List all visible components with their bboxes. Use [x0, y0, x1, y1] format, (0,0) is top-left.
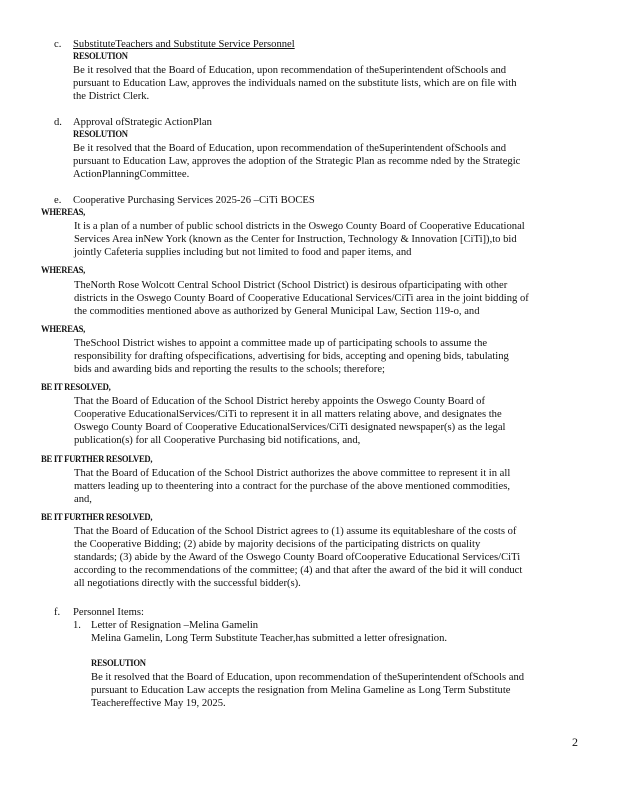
resolution-label: RESOLUTION — [73, 130, 128, 140]
clause-label: WHEREAS, — [41, 266, 86, 276]
body-line: pursuant to Education Law, approves the adoption of the Strategic Plan as recomme nded by the Strategic — [73, 156, 521, 167]
body-line: pursuant to Education Law accepts the resignation from Melina Gameline as Long Term Substitute — [91, 685, 511, 696]
clause-line: Services Area inNew York (known as the Center for Instruction, Technology & Innovation [CiTi]),to bid — [74, 234, 517, 245]
clause-label: WHEREAS, — [41, 325, 86, 335]
clause-line: That the Board of Education of the School District authorizes the above committee to represent it in all — [74, 468, 511, 479]
section-title: Personnel Items: — [73, 607, 144, 618]
clause-line: jointly Cafeteria supplies including but not limited to food and paper items, and — [74, 247, 412, 258]
section-marker: f. — [54, 607, 61, 618]
clause-line: That the Board of Education of the School District agrees to (1) assume its equitableshare of the costs of — [74, 526, 517, 537]
clause-line: TheSchool District wishes to appoint a committee made up of participating schools to assume the — [74, 338, 488, 349]
page-number: 2 — [572, 735, 578, 749]
clause-label: WHEREAS, — [41, 208, 86, 218]
subitem-title: Letter of Resignation –Melina Gamelin — [91, 620, 259, 631]
clause-line: the Cooperative Bidding; (2) abide by majority decisions of the participating districts on quality — [74, 539, 481, 550]
clause-line: according to the recommendations of the committee; (4) and that after the award of the bid it will conduct — [74, 565, 523, 576]
body-line: Be it resolved that the Board of Education, upon recommendation of theSuperintendent ofSchools and — [73, 143, 507, 154]
body-line: the District Clerk. — [73, 91, 150, 102]
section-title: Approval ofStrategic ActionPlan — [73, 117, 212, 128]
section-marker: c. — [54, 39, 62, 50]
section-marker: d. — [54, 117, 62, 128]
body-line: pursuant to Education Law, approves the individuals named on the substitute lists, which are on file with — [73, 78, 517, 89]
subitem-marker: 1. — [73, 620, 81, 631]
resolution-label: RESOLUTION — [91, 659, 146, 669]
subitem-statement: Melina Gamelin, Long Term Substitute Teacher,has submitted a letter ofresignation. — [91, 633, 448, 644]
resolution-label: RESOLUTION — [73, 52, 128, 62]
clause-line: Oswego County Board of Cooperative EducationalServices/CiTi designated newspaper(s) as the legal — [74, 422, 506, 433]
clause-line: standards; (3) abide by the Award of the Oswego County Board ofCooperative Educational Services/CiTi — [74, 552, 521, 563]
clause-label: BE IT FURTHER RESOLVED, — [41, 513, 153, 523]
section-title: Cooperative Purchasing Services 2025-26 –CiTi BOCES — [73, 195, 315, 206]
clause-line: Cooperative EducationalServices/CiTi to represent it in all matters relating above, and designates the — [74, 409, 502, 420]
clause-line: the commodities mentioned above as authorized by General Municipal Law, Section 119-o, and — [74, 306, 480, 317]
section-marker: e. — [54, 195, 62, 206]
section-title: SubstituteTeachers and Substitute Service Personnel — [73, 39, 295, 50]
clause-line: It is a plan of a number of public school districts in the Oswego County Board of Cooperative Educational — [74, 221, 525, 232]
body-line: Be it resolved that the Board of Education, upon recommendation of theSuperintendent ofSchools and — [73, 65, 507, 76]
clause-line: districts in the Oswego County Board of Cooperative Educational Services/CiTi area in the joint bidding of — [74, 293, 529, 304]
body-line: ActionPlanningCommittee. — [73, 169, 190, 180]
clause-line: and, — [74, 494, 92, 505]
clause-line: publication(s) for all Cooperative Purchasing bid notifications, and, — [74, 435, 361, 446]
clause-label: BE IT RESOLVED, — [41, 383, 111, 393]
clause-line: TheNorth Rose Wolcott Central School District (School District) is desirous ofparticipating with other — [74, 280, 508, 291]
clause-line: bids and awarding bids and reporting the results to the schools; therefore; — [74, 364, 385, 375]
clause-line: matters leading up to theentering into a contract for the purchase of the above mentioned commodities, — [74, 481, 510, 492]
body-line: Be it resolved that the Board of Education, upon recommendation of theSuperintendent ofSchools and — [91, 672, 525, 683]
body-line: Teachereffective May 19, 2025. — [91, 698, 226, 709]
clause-label: BE IT FURTHER RESOLVED, — [41, 455, 153, 465]
clause-line: That the Board of Education of the School District hereby appoints the Oswego County Board of — [74, 396, 486, 407]
clause-line: responsibility for drafting ofspecifications, advertising for bids, accepting and opening bids, tabulating — [74, 351, 509, 362]
clause-line: all negotiations directly with the successful bidder(s). — [74, 578, 301, 589]
